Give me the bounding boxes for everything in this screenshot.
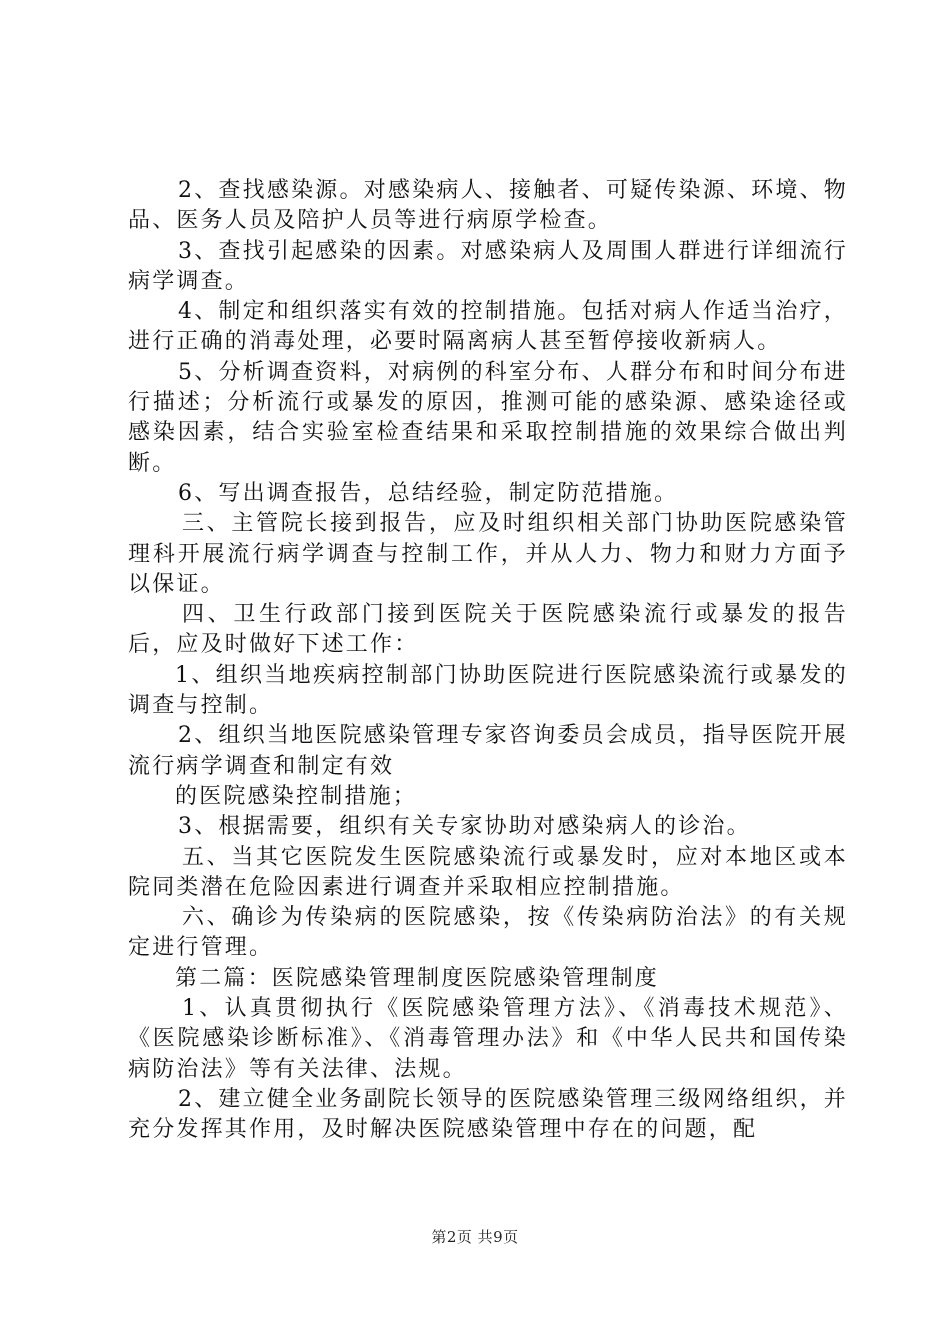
document-paragraph: 三、主管院长接到报告，应及时组织相关部门协助医院感染管理科开展流行病学调查与控制工作，并从人力、物力和财力方面予以保证。 — [128, 511, 848, 597]
document-paragraph: 的医院感染控制措施； — [175, 783, 418, 809]
document-paragraph: 五、当其它医院发生医院感染流行或暴发时，应对本地区或本院同类潜在危险因素进行调查并采取相应控制措施。 — [128, 844, 848, 900]
document-paragraph: 1、组织当地疾病控制部门协助医院进行医院感染流行或暴发的调查与控制。 — [128, 662, 848, 719]
document-paragraph: 3、查找引起感染的因素。对感染病人及周围人群进行详细流行病学调查。 — [128, 238, 848, 294]
document-paragraph: 第二篇：医院感染管理制度医院感染管理制度 — [175, 965, 660, 991]
document-paragraph: 5、分析调查资料，对病例的科室分布、人群分布和时间分布进行描述；分析流行或暴发的原因，推测可能的感染源、感染途径或感染因素，结合实验室检查结果和采取控制措施的效果综合做出判断。 — [128, 359, 848, 476]
document-paragraph: 2、建立健全业务副院长领导的医院感染管理三级网络组织，并充分发挥其作用，及时解决医院感染管理中存在的问题，配 — [128, 1086, 848, 1143]
document-paragraph: 6、写出调查报告，总结经验，制定防范措施。 — [178, 480, 679, 506]
page-footer: 第2页 共9页 — [431, 1228, 519, 1246]
document-paragraph: 2、查找感染源。对感染病人、接触者、可疑传染源、环境、物品、医务人员及陪护人员等进行病原学检查。 — [128, 178, 848, 234]
document-paragraph: 1、认真贯彻执行《医院感染管理方法》、《消毒技术规范》、《医院感染诊断标准》、《消毒管理办法》和《中华人民共和国传染病防治法》等有关法律、法规。 — [128, 996, 848, 1082]
document-paragraph: 2、组织当地医院感染管理专家咨询委员会成员，指导医院开展流行病学调查和制定有效 — [128, 723, 848, 779]
document-paragraph: 4、制定和组织落实有效的控制措施。包括对病人作适当治疗，进行正确的消毒处理，必要时隔离病人甚至暂停接收新病人。 — [128, 299, 848, 355]
document-body — [128, 176, 848, 1146]
document-paragraph: 四、卫生行政部门接到医院关于医院感染流行或暴发的报告后，应及时做好下述工作： — [128, 602, 848, 658]
document-paragraph: 3、根据需要，组织有关专家协助对感染病人的诊治。 — [178, 814, 751, 840]
document-paragraph: 六、确诊为传染病的医院感染，按《传染病防治法》的有关规定进行管理。 — [128, 905, 848, 961]
